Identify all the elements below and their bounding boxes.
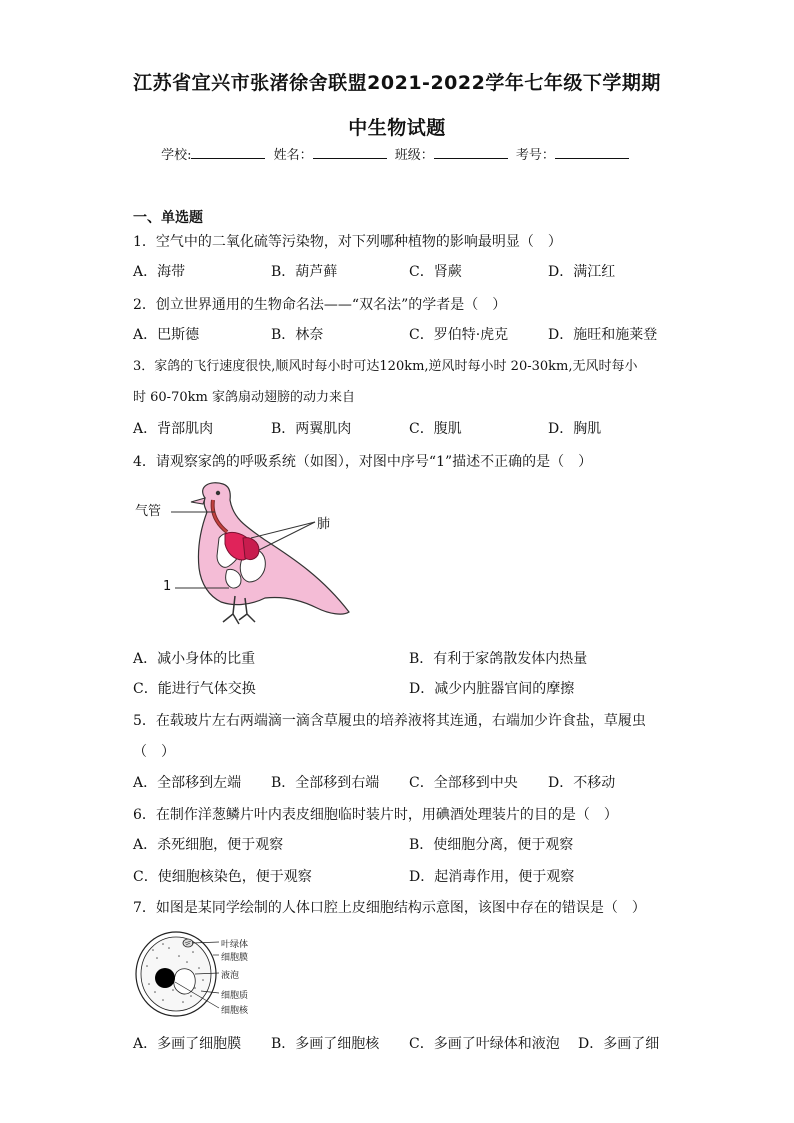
lung-label: 肺 [317,517,331,532]
question-1-stem: 1．空气中的二氧化硫等污染物，对下列哪种植物的影响最明显（ ） [133,234,562,250]
question-5-option-c: C．全部移到中央 [409,775,518,791]
name-label: 姓名： [273,148,313,163]
page-title-line-1: 江苏省宜兴市张渚徐舍联盟2021-2022学年七年级下学期期 [133,72,661,94]
question-4-option-d: D．减少内脏器官间的摩擦 [409,681,575,697]
question-2-option-b: B．林奈 [271,327,324,343]
question-5-option-b: B．全部移到右端 [271,775,380,791]
question-4-stem: 4．请观察家鸽的呼吸系统（如图），对图中序号“1”描述不正确的是（ ） [133,454,593,470]
page-title-line-2: 中生物试题 [348,117,446,139]
question-6-option-d: D．起消毒作用，便于观察 [409,869,575,885]
question-2-option-c: C．罗伯特·虎克 [409,327,509,343]
pigeon-respiratory-figure [133,478,363,630]
marker-1-label: 1 [163,579,172,594]
name-blank[interactable] [313,146,387,159]
question-1-option-c: C．肾蕨 [409,264,462,280]
question-6-option-c: C．使细胞核染色，便于观察 [133,869,312,885]
exam-number-blank[interactable] [555,146,629,159]
question-3-option-d: D．胸肌 [548,421,602,437]
cell-membrane-label: 细胞膜 [221,953,249,963]
exam-number-label: 考号： [515,148,555,163]
chloroplast-label: 叶绿体 [221,940,249,950]
question-1-option-d: D．满江红 [548,264,616,280]
question-2-option-a: A．巴斯德 [133,327,200,343]
question-7-option-a: A．多画了细胞膜 [133,1036,242,1052]
student-info-line [0,144,794,163]
question-7-option-b: B．多画了细胞核 [271,1036,380,1052]
question-6-option-a: A．杀死细胞，便于观察 [133,837,284,853]
class-blank[interactable] [434,146,508,159]
question-3-option-a: A．背部肌肉 [133,421,214,437]
question-6-stem: 6．在制作洋葱鳞片叶内表皮细胞临时装片时，用碘酒处理装片的目的是（ ） [133,807,618,823]
trachea-label: 气管 [135,504,162,519]
question-5-stem-line-1: 5．在载玻片左右两端滴一滴含草履虫的培养液将其连通，右端加少许食盐，草履虫 [133,713,646,729]
question-4-option-a: A．减小身体的比重 [133,651,256,667]
class-label: 班级： [394,148,434,163]
cheek-cell-figure [133,928,263,1024]
question-5-option-a: A．全部移到左端 [133,775,242,791]
pigeon-illustration [133,478,363,630]
question-4-option-b: B．有利于家鸽散发体内热量 [409,651,588,667]
nucleus-label: 细胞核 [221,1006,249,1016]
vacuole-label: 液泡 [221,971,240,981]
question-7-stem: 7．如图是某同学绘制的人体口腔上皮细胞结构示意图，该图中存在的错误是（ ） [133,900,646,916]
question-4-option-c: C．能进行气体交换 [133,681,256,697]
school-blank[interactable] [191,146,265,159]
question-1-option-b: B．葫芦藓 [271,264,338,280]
question-3-stem-line-1: 3．家鸽的飞行速度很快,顺风时每小时可达120km,逆风时每小时 20-30km,无风时每小 [133,359,638,374]
question-5-option-d: D．不移动 [548,775,616,791]
question-3-option-c: C．腹肌 [409,421,462,437]
question-2-option-d: D．施旺和施莱登 [548,327,658,343]
question-1-option-a: A．海带 [133,264,186,280]
question-6-option-b: B．使细胞分离，便于观察 [409,837,574,853]
cytoplasm-label: 细胞质 [221,991,249,1001]
question-5-stem-line-2: （ ） [133,744,175,760]
question-2-stem: 2．创立世界通用的生物命名法——“双名法”的学者是（ ） [133,297,507,313]
section-title: 一、单选题 [133,210,203,226]
question-3-stem-line-2: 时 60-70km 家鸽扇动翅膀的动力来自 [133,390,355,405]
question-7-option-c: C．多画了叶绿体和液泡 [409,1036,560,1052]
question-7-option-d: D．多画了细 [578,1036,660,1052]
question-3-option-b: B．两翼肌肉 [271,421,352,437]
school-label: 学校: [161,148,192,163]
